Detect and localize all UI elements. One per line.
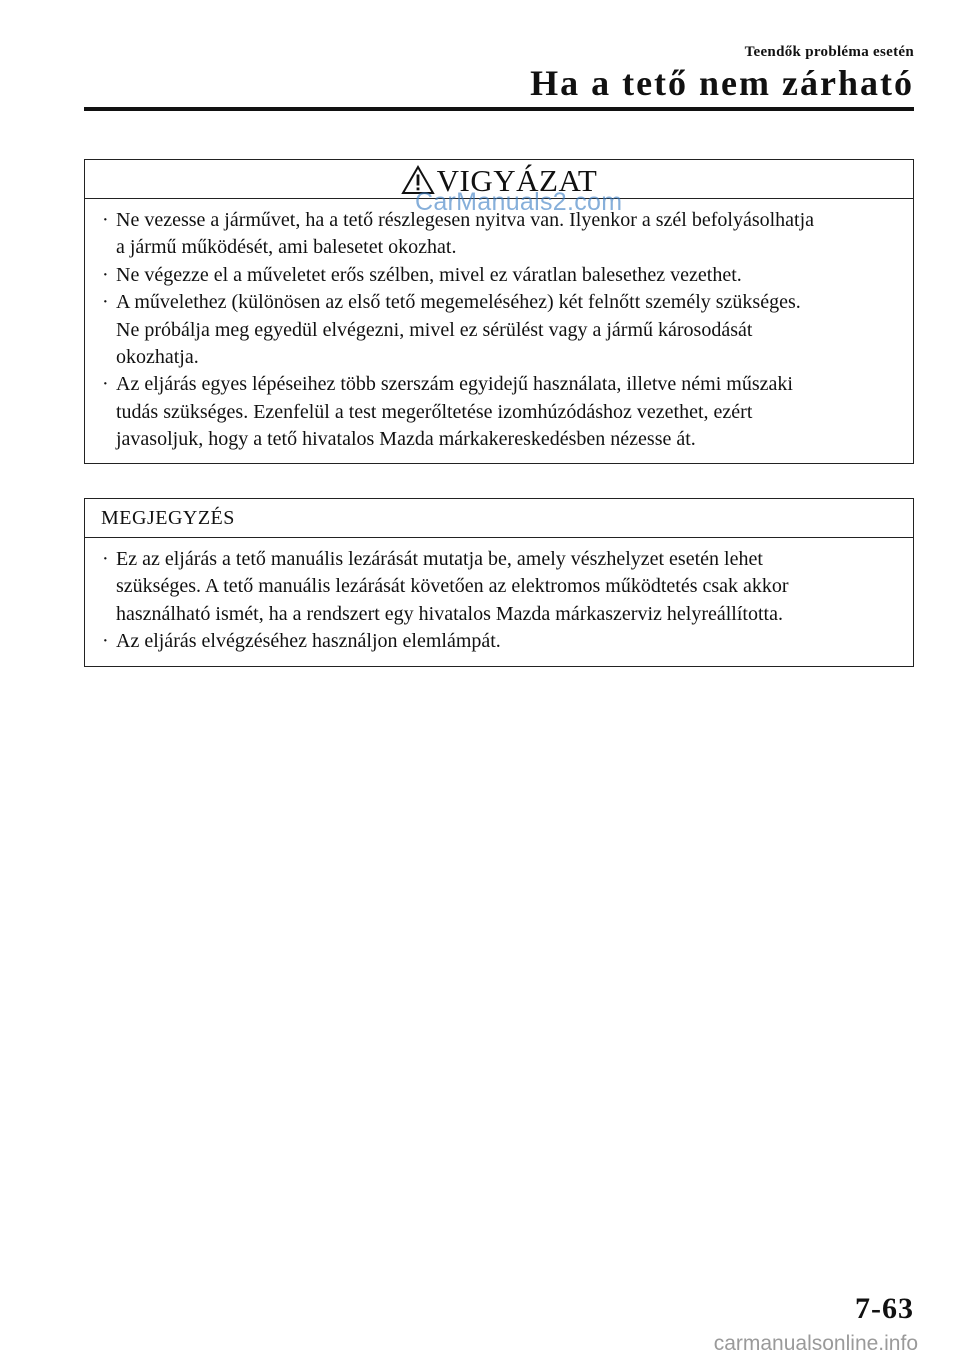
- list-item: [102, 546, 895, 628]
- note-box: [84, 498, 914, 667]
- bullet-icon: ·: [102, 548, 109, 570]
- watermark: CarManuals2.com: [415, 188, 623, 216]
- note-title: MEGJEGYZÉS: [101, 507, 235, 529]
- bullet-icon: ·: [102, 263, 109, 286]
- list-item: [102, 371, 895, 453]
- list-item: [102, 207, 895, 262]
- note-list: [85, 538, 913, 666]
- list-item-text: tudás szükséges. Ezenfelül a test megerőltetése izomhúzódáshoz vezethet, ezért: [116, 400, 753, 423]
- header-divider: [84, 107, 914, 111]
- bullet-icon: ·: [102, 209, 109, 231]
- bullet-icon: ·: [102, 373, 109, 396]
- list-item-text: a jármű működését, ami balesetet okozhat.: [116, 236, 457, 259]
- page-number: 7-63: [855, 1292, 914, 1325]
- bullet-icon: ·: [102, 291, 109, 314]
- list-item-text: Ez az eljárás a tető manuális lezárását mutatja be, amely vészhelyzet esetén lehet: [116, 548, 763, 570]
- warning-box: [84, 159, 914, 464]
- warning-header: [85, 160, 913, 216]
- page-title: Ha a tető nem zárható: [530, 63, 914, 103]
- list-item: [102, 262, 895, 289]
- list-item-text: A művelethez (különösen az első tető megemeléséhez) két felnőtt személy szükséges.: [116, 291, 801, 314]
- list-item: [102, 289, 895, 371]
- list-item-text: javasoljuk, hogy a tető hivatalos Mazda márkakereskedésben nézesse át.: [116, 428, 696, 451]
- list-item-text: Az eljárás elvégzéséhez használjon elemlámpát.: [116, 630, 501, 653]
- list-item-text: Ne vezesse a járművet, ha a tető részlegesen nyitva van. Ilyenkor a szél befolyásolhatja: [116, 209, 815, 231]
- warning-list: [85, 199, 913, 463]
- list-item-text: Ne próbálja meg egyedül elvégezni, mivel ez sérülést vagy a jármű károsodását: [116, 318, 753, 341]
- list-item-text: Ne végezze el a műveletet erős szélben, mivel ez váratlan balesethez vezethet.: [116, 263, 742, 286]
- bullet-icon: ·: [102, 630, 109, 653]
- list-item-text: Az eljárás egyes lépéseihez több szerszám egyidejű használata, illetve némi műszaki: [116, 373, 793, 396]
- list-item-text: szükséges. A tető manuális lezárását követően az elektromos működtetés csak akkor: [116, 575, 789, 598]
- list-item: [102, 628, 895, 655]
- footer-site: carmanualsonline.info: [713, 1332, 918, 1355]
- section-label: Teendők probléma esetén: [744, 44, 914, 60]
- list-item-text: használható ismét, ha a rendszert egy hivatalos Mazda márkaszerviz helyreállította.: [116, 602, 783, 625]
- warning-title: VIGYÁZAT: [436, 163, 598, 198]
- list-item-text: okozhatja.: [116, 346, 199, 369]
- note-header: [85, 499, 913, 538]
